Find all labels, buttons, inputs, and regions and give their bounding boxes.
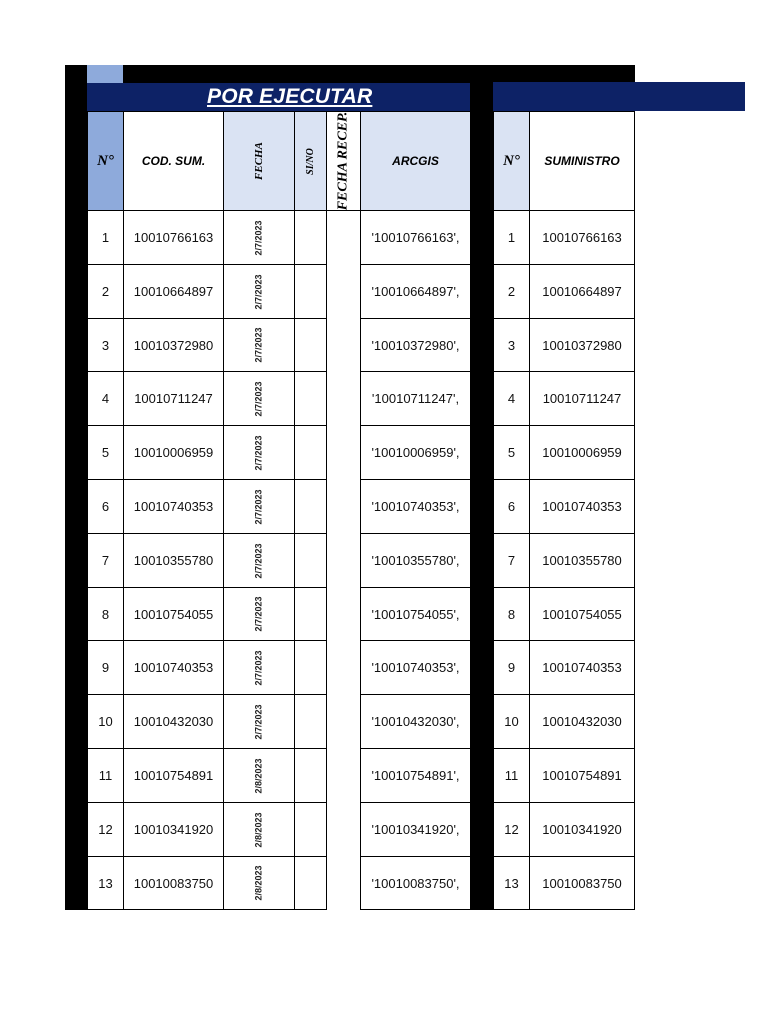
suministro-cell: 10010664897: [529, 264, 635, 319]
arcgis-cell: '10010711247',: [360, 371, 471, 426]
page-title: POR EJECUTAR: [207, 85, 373, 108]
arcgis-cell: '10010664897',: [360, 264, 471, 319]
arcgis-cell: '10010432030',: [360, 694, 471, 749]
suministro-cell: 10010711247: [529, 371, 635, 426]
cod-sum-cell: 10010740353: [123, 479, 224, 534]
si-no-cell: [294, 640, 327, 695]
si-no-cell: [294, 694, 327, 749]
suministro-cell: 10010355780: [529, 533, 635, 588]
fecha-value: 2/7/2023: [253, 703, 264, 740]
row-number-right: 12: [493, 802, 530, 857]
fecha-value: 2/8/2023: [253, 757, 264, 794]
row-number: 11: [87, 748, 124, 803]
si-no-cell: [294, 587, 327, 641]
cod-sum-cell: 10010083750: [123, 856, 224, 910]
header-suministro: SUMINISTRO: [529, 111, 635, 211]
suministro-cell: 10010083750: [529, 856, 635, 910]
fecha-cell: [223, 210, 295, 265]
cod-sum-cell: 10010754891: [123, 748, 224, 803]
fecha-value: 2/7/2023: [253, 542, 264, 579]
suministro-cell: 10010341920: [529, 802, 635, 857]
arcgis-cell: '10010740353',: [360, 640, 471, 695]
arcgis-cell: '10010083750',: [360, 856, 471, 910]
row-number: 10: [87, 694, 124, 749]
fecha-cell: [223, 694, 295, 749]
header-fecha: [223, 111, 295, 211]
si-no-cell: [294, 479, 327, 534]
fecha-cell: [223, 371, 295, 426]
header-fecha-label: FECHA: [253, 142, 265, 180]
fecha-cell: [223, 425, 295, 480]
suministro-cell: 10010006959: [529, 425, 635, 480]
row-number: 13: [87, 856, 124, 910]
row-number: 4: [87, 371, 124, 426]
row-number: 5: [87, 425, 124, 480]
header-fecha-recep: [326, 111, 361, 211]
si-no-cell: [294, 210, 327, 265]
row-number: 1: [87, 210, 124, 265]
header-cod-sum: COD. SUM.: [123, 111, 224, 211]
fecha-cell: [223, 856, 295, 910]
fecha-cell: [223, 587, 295, 641]
suministro-cell: 10010432030: [529, 694, 635, 749]
row-number: 3: [87, 318, 124, 372]
cod-sum-cell: 10010740353: [123, 640, 224, 695]
cod-sum-cell: 10010766163: [123, 210, 224, 265]
cod-sum-cell: 10010355780: [123, 533, 224, 588]
row-number-right: 13: [493, 856, 530, 910]
arcgis-cell: '10010006959',: [360, 425, 471, 480]
cod-sum-cell: 10010341920: [123, 802, 224, 857]
row-number: 8: [87, 587, 124, 641]
row-number-right: 8: [493, 587, 530, 641]
header-si-no: [294, 111, 327, 211]
suministro-cell: 10010754055: [529, 587, 635, 641]
header-n: N°: [87, 111, 124, 211]
row-number-right: 11: [493, 748, 530, 803]
suministro-cell: 10010754891: [529, 748, 635, 803]
si-no-cell: [294, 425, 327, 480]
si-no-cell: [294, 802, 327, 857]
fecha-value: 2/7/2023: [253, 219, 264, 256]
fecha-value: 2/7/2023: [253, 488, 264, 525]
arcgis-cell: '10010754055',: [360, 587, 471, 641]
fecha-value: 2/8/2023: [253, 865, 264, 901]
arcgis-cell: '10010355780',: [360, 533, 471, 588]
fecha-value: 2/7/2023: [253, 596, 264, 632]
header-arcgis: ARCGIS: [360, 111, 471, 211]
fecha-cell: [223, 264, 295, 319]
fecha-cell: [223, 802, 295, 857]
row-number: 9: [87, 640, 124, 695]
fecha-cell: [223, 640, 295, 695]
row-number-right: 7: [493, 533, 530, 588]
si-no-cell: [294, 371, 327, 426]
top-blue-notch: [87, 65, 123, 83]
si-no-cell: [294, 533, 327, 588]
fecha-value: 2/7/2023: [253, 273, 264, 310]
right-title-bar: [493, 82, 745, 111]
suministro-cell: 10010740353: [529, 479, 635, 534]
row-number: 7: [87, 533, 124, 588]
cod-sum-cell: 10010432030: [123, 694, 224, 749]
arcgis-cell: '10010372980',: [360, 318, 471, 372]
cod-sum-cell: 10010664897: [123, 264, 224, 319]
fecha-cell: [223, 748, 295, 803]
arcgis-cell: '10010341920',: [360, 802, 471, 857]
cod-sum-cell: 10010006959: [123, 425, 224, 480]
fecha-value: 2/8/2023: [253, 811, 264, 848]
si-no-cell: [294, 264, 327, 319]
header-si-no-label: SI/NO: [305, 147, 316, 175]
arcgis-cell: '10010766163',: [360, 210, 471, 265]
separator-black-column: [470, 83, 493, 910]
fecha-cell: [223, 479, 295, 534]
suministro-cell: 10010740353: [529, 640, 635, 695]
cod-sum-cell: 10010711247: [123, 371, 224, 426]
suministro-cell: 10010372980: [529, 318, 635, 372]
row-number-right: 6: [493, 479, 530, 534]
fecha-value: 2/7/2023: [253, 327, 264, 363]
title-bar: [87, 83, 470, 111]
cod-sum-cell: 10010754055: [123, 587, 224, 641]
header-fecha-recep-label: FECHA RECEP.: [335, 111, 351, 211]
row-number: 12: [87, 802, 124, 857]
fecha-value: 2/7/2023: [253, 380, 264, 417]
top-black-bar: [123, 65, 635, 83]
si-no-cell: [294, 856, 327, 910]
left-black-bar: [65, 65, 87, 910]
si-no-cell: [294, 318, 327, 372]
row-number-right: 9: [493, 640, 530, 695]
row-number-right: 10: [493, 694, 530, 749]
header-n-right: N°: [493, 111, 530, 211]
cod-sum-cell: 10010372980: [123, 318, 224, 372]
row-number-right: 2: [493, 264, 530, 319]
row-number-right: 5: [493, 425, 530, 480]
fecha-value: 2/7/2023: [253, 434, 264, 471]
row-number: 2: [87, 264, 124, 319]
fecha-cell: [223, 318, 295, 372]
row-number-right: 4: [493, 371, 530, 426]
arcgis-cell: '10010754891',: [360, 748, 471, 803]
row-number: 6: [87, 479, 124, 534]
row-number-right: 3: [493, 318, 530, 372]
si-no-cell: [294, 748, 327, 803]
suministro-cell: 10010766163: [529, 210, 635, 265]
row-number-right: 1: [493, 210, 530, 265]
fecha-value: 2/7/2023: [253, 649, 264, 686]
arcgis-cell: '10010740353',: [360, 479, 471, 534]
fecha-cell: [223, 533, 295, 588]
